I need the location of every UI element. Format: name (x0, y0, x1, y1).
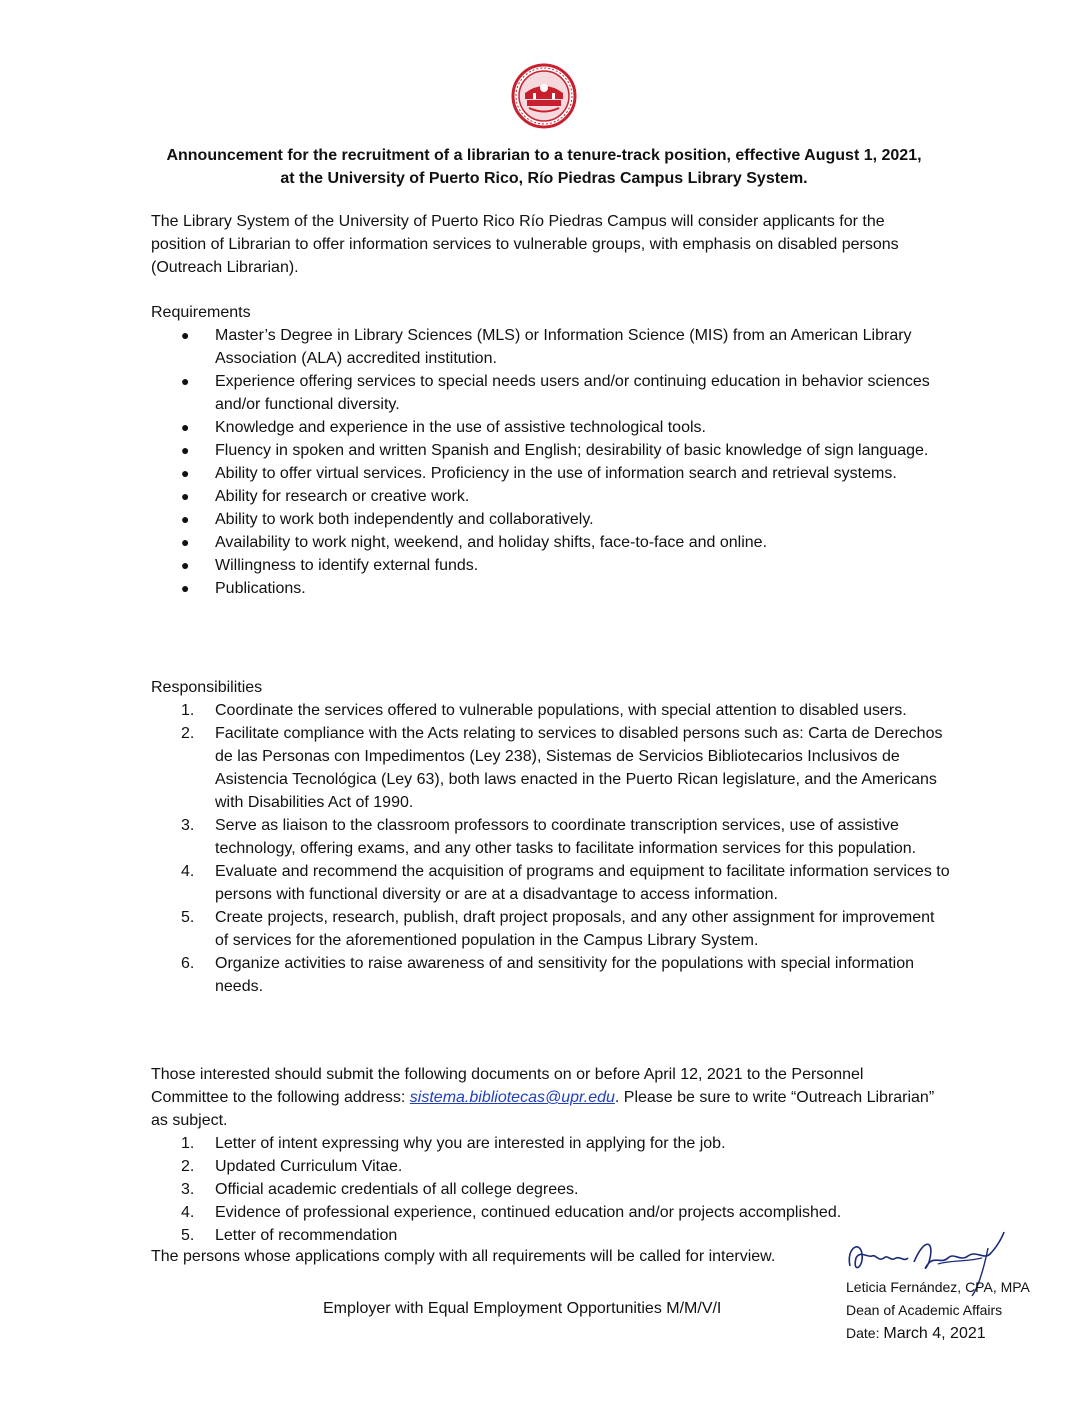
list-item (151, 416, 951, 439)
list-number: 6. (181, 955, 195, 972)
document-text: Updated Curriculum Vitae. (215, 1158, 403, 1175)
bullet-icon: ● (181, 511, 190, 527)
list-number: 1. (181, 1135, 195, 1152)
list-item (151, 324, 951, 370)
list-number: 3. (181, 817, 195, 834)
list-item (151, 508, 951, 531)
requirement-text: Master’s Degree in Library Sciences (MLS) or Information Science (MIS) from an American Library Association (ALA) accredited institution. (215, 327, 912, 367)
list-number: 4. (181, 1204, 195, 1221)
list-item (151, 1155, 951, 1178)
list-item (151, 860, 951, 906)
list-number: 4. (181, 863, 195, 880)
list-item (151, 370, 951, 416)
requirements-heading: Requirements (151, 304, 251, 321)
requirement-text: Ability for research or creative work. (215, 488, 470, 505)
title-line-1: Announcement for the recruitment of a librarian to a tenure-track position, effective August 1, 2021, (166, 147, 922, 164)
list-item (151, 906, 951, 952)
intro-paragraph: The Library System of the University of Puerto Rico Río Piedras Campus will consider applicants for the position of Librarian to offer information services to vulnerable groups, with emphasis on disabled persons (Outreach Librarian). (151, 213, 899, 276)
responsibility-text: Coordinate the services offered to vulnerable populations, with special attention to disabled users. (215, 702, 907, 719)
document-text: Letter of recommendation (215, 1227, 398, 1244)
responsibilities-list (151, 699, 951, 998)
list-number: 5. (181, 1227, 195, 1244)
submission-paragraph (151, 1063, 941, 1132)
signature-date (846, 1322, 1030, 1345)
requirement-text: Ability to offer virtual services. Proficiency in the use of information search and retrieval systems. (215, 465, 897, 482)
requirement-text: Willingness to identify external funds. (215, 557, 479, 574)
bullet-icon: ● (181, 534, 190, 550)
submission-text-after: . Please be sure to write “Outreach Librarian” as subject. (151, 1089, 935, 1129)
document-text: Letter of intent expressing why you are interested in applying for the job. (215, 1135, 726, 1152)
signature-block (846, 1276, 1030, 1345)
bullet-icon: ● (181, 580, 190, 596)
list-item (151, 554, 951, 577)
list-number: 2. (181, 1158, 195, 1175)
list-item (151, 1224, 951, 1247)
list-item (151, 699, 951, 722)
list-item (151, 722, 951, 814)
responsibility-text: Facilitate compliance with the Acts relating to services to disabled persons such as: Carta de Derechos de las Personas con Impedimentos (Ley 238), Sistemas de Servicios Bibliotecarios Inclusivos de Asistencia Tecnológica (Ley 63), both laws enacted in the Puerto Rican legislature, and the Americans with Disabilities Act of 1990. (215, 725, 943, 811)
requirements-list (151, 324, 951, 600)
bullet-icon: ● (181, 327, 190, 343)
requirement-text: Availability to work night, weekend, and holiday shifts, face-to-face and online. (215, 534, 768, 551)
list-item (151, 1132, 951, 1155)
date-label: Date: (846, 1325, 884, 1341)
list-item (151, 814, 951, 860)
document-text: Evidence of professional experience, continued education and/or projects accomplished. (215, 1204, 842, 1221)
bullet-icon: ● (181, 419, 190, 435)
responsibility-text: Evaluate and recommend the acquisition of programs and equipment to facilitate information services to persons with functional diversity or are at a disadvantage to access information. (215, 863, 950, 903)
bullet-icon: ● (181, 488, 190, 504)
list-item (151, 1178, 951, 1201)
responsibilities-heading: Responsibilities (151, 679, 263, 696)
list-item (151, 462, 951, 485)
requirement-text: Experience offering services to special needs users and/or continuing education in behavior sciences and/or functional diversity. (215, 373, 930, 413)
list-number: 5. (181, 909, 195, 926)
list-item (151, 485, 951, 508)
list-item (151, 952, 951, 998)
list-item (151, 531, 951, 554)
responsibility-text: Serve as liaison to the classroom professors to coordinate transcription services, use of assistive technology, offering exams, and any other tasks to facilitate information services for this population. (215, 817, 917, 857)
requirement-text: Knowledge and experience in the use of assistive technological tools. (215, 419, 706, 436)
list-number: 2. (181, 725, 195, 742)
announcement-title (100, 144, 988, 190)
submission-text-before: Those interested should submit the following documents on or before April 12, 2021 to the Personnel Committee to the following address: (151, 1066, 864, 1106)
list-item (151, 439, 951, 462)
list-number: 3. (181, 1181, 195, 1198)
responsibility-text: Organize activities to raise awareness of and sensitivity for the populations with special information needs. (215, 955, 915, 995)
bullet-icon: ● (181, 373, 190, 389)
list-item (151, 1201, 951, 1224)
list-number: 1. (181, 702, 195, 719)
equal-opportunity-statement: Employer with Equal Employment Opportunities M/M/V/I (323, 1300, 722, 1317)
signatory-title: Dean of Academic Affairs (846, 1302, 1003, 1318)
requirement-text: Publications. (215, 580, 306, 597)
closing-statement: The persons whose applications comply with all requirements will be called for interview. (151, 1248, 776, 1265)
date-value: March 4, 2021 (883, 1325, 986, 1342)
requirement-text: Ability to work both independently and collaboratively. (215, 511, 594, 528)
responsibility-text: Create projects, research, publish, draft project proposals, and any other assignment for improvement of services for the aforementioned population in the Campus Library System. (215, 909, 935, 949)
list-item (151, 577, 951, 600)
title-line-2: at the University of Puerto Rico, Río Piedras Campus Library System. (280, 170, 808, 187)
signatory-name: Leticia Fernández, CPA, MPA (846, 1279, 1030, 1295)
email-link[interactable]: sistema.bibliotecas@upr.edu (409, 1089, 615, 1106)
bullet-icon: ● (181, 465, 190, 481)
bullet-icon: ● (181, 557, 190, 573)
requirement-text: Fluency in spoken and written Spanish and English; desirability of basic knowledge of sign language. (215, 442, 929, 459)
university-seal-icon (511, 63, 577, 129)
documents-list (151, 1132, 951, 1247)
bullet-icon: ● (181, 442, 190, 458)
document-text: Official academic credentials of all college degrees. (215, 1181, 579, 1198)
